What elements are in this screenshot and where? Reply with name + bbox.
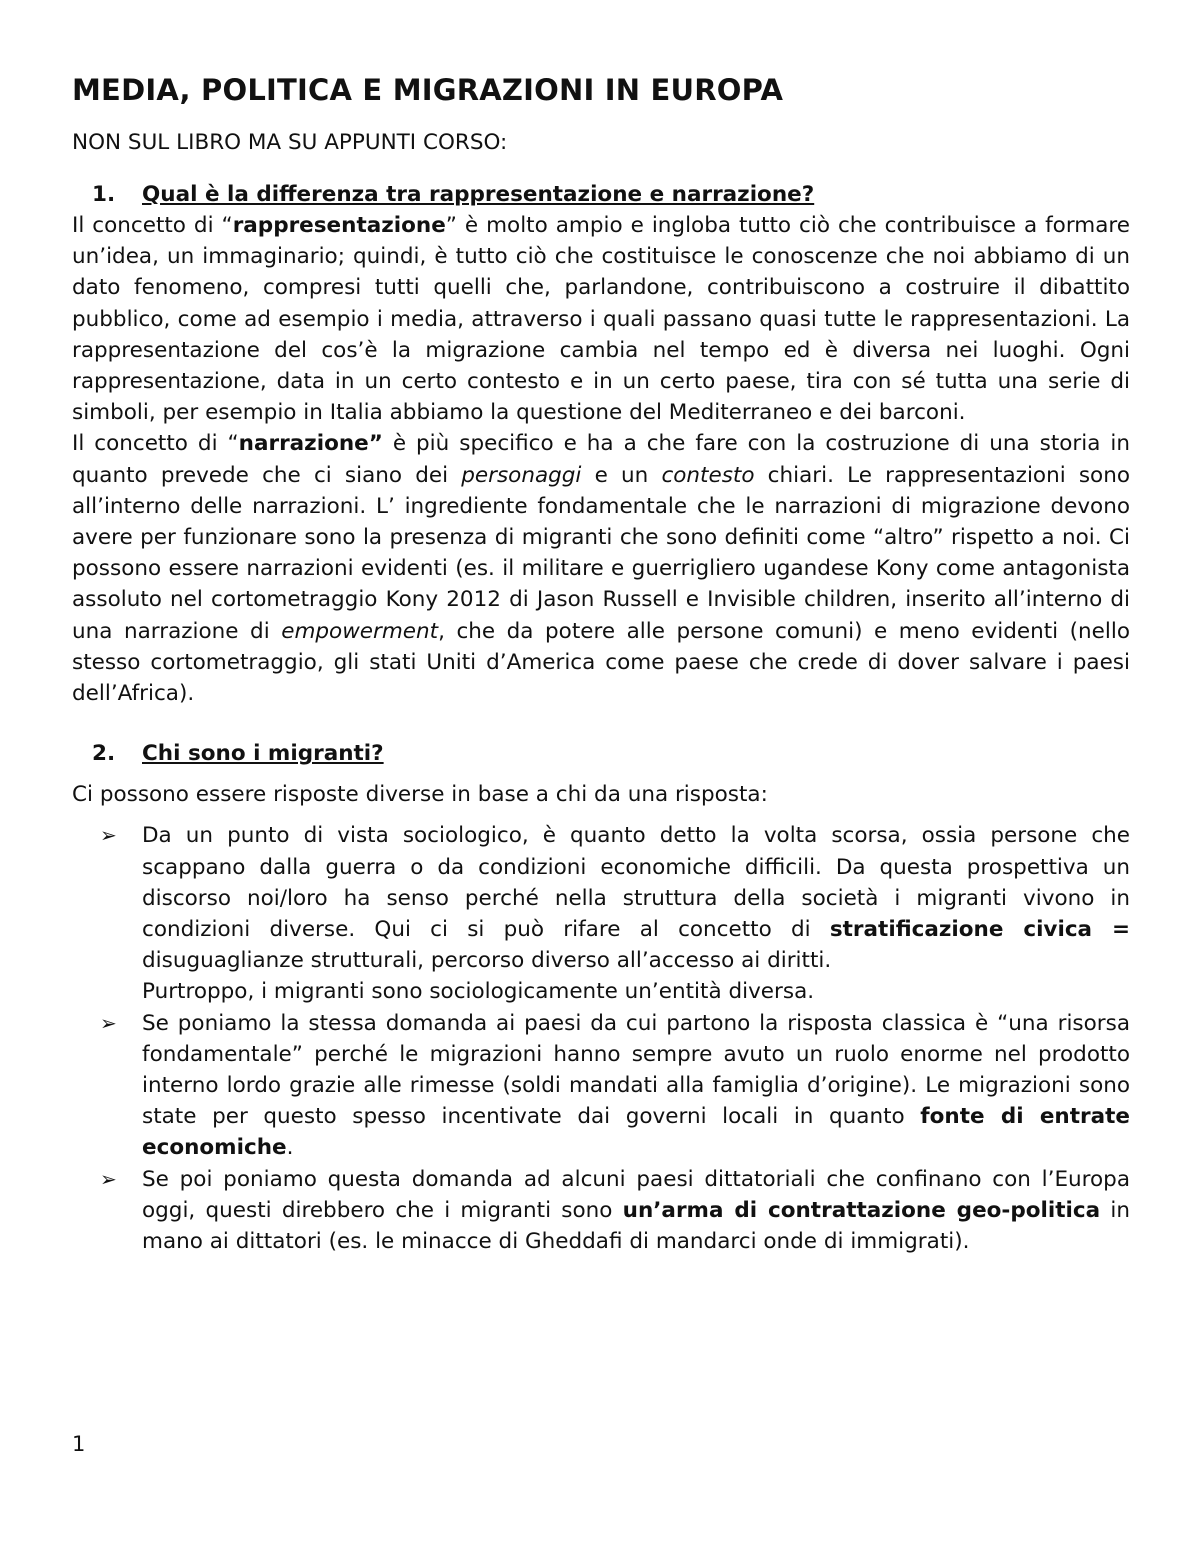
- b1-text-a: Da un punto di vista sociologico, è quanto detto la volta scorsa, ossia persone che scappano dalla guerra o da condizioni economiche difficili. Da questa prospettiva un discorso noi/loro ha senso perché nella struttura della società i migranti vivono in condizioni diverse. Qui ci si può rifare al concetto di: [142, 823, 1130, 943]
- p2-text-a: Il concetto di “: [72, 431, 239, 457]
- question-2-number: 2.: [92, 741, 116, 767]
- question-1-heading: [72, 180, 1130, 210]
- p2-text-e: e un: [581, 462, 662, 488]
- b1-term-stratificazione: stratificazione civica =: [829, 917, 1130, 943]
- question-2-heading: [72, 739, 1130, 769]
- p2-text-c: è più specifico e ha a che fare con la costruzione di una storia in quanto prevede che ci siano dei: [72, 431, 1130, 488]
- list-item: [72, 1008, 1130, 1164]
- list-item: [72, 820, 1130, 1007]
- p2-text-i: , che da potere alle persone comuni) e meno evidenti (nello stesso cortometraggio, gli stati Uniti d’America come paese che crede di dover salvare i paesi dell’Africa).: [72, 618, 1130, 707]
- bullet-3-text: [142, 1164, 1130, 1258]
- p2-term-empowerment: empowerment: [281, 618, 439, 644]
- document-page: [72, 70, 1130, 1257]
- paragraph-narrazione: [72, 428, 1130, 709]
- bullet-1-text: [142, 820, 1130, 1007]
- document-subtitle: NON SUL LIBRO MA SU APPUNTI CORSO:: [72, 130, 508, 155]
- b2-text-a: Se poniamo la stessa domanda ai paesi da cui partono la risposta classica è “una risorsa fondamentale” perché le migrazioni hanno sempre avuto un ruolo enorme nel prodotto interno lordo grazie alle rimesse (soldi mandati alla famiglia d’origine). Le migrazioni sono state per questo spesso incentivate dai governi locali in quanto: [142, 1010, 1130, 1130]
- question-2-intro: Ci possono essere risposte diverse in base a chi da una risposta:: [72, 782, 768, 808]
- p1-term-rappresentazione: rappresentazione: [232, 213, 446, 238]
- p1-text-c: ” è molto ampio e ingloba tutto ciò che contribuisce a formare un’idea, un immaginario; quindi, è tutto ciò che costituisce le conoscenze che noi abbiamo di un dato fenomeno, compresi tutti quelli che, parlandone, contribuiscono a costruire il dibattito pubblico, come ad esempio i media, attraverso i quali passano quasi tutte le rappresentazioni. La rappresentazione del cos’è la migrazione cambia nel tempo ed è diversa nei luoghi. Ogni rappresentazione, data in un certo contesto e in un certo paese, tira con sé tutta una serie di simboli, per esempio in Italia abbiamo la questione del Mediterraneo e dei barconi.: [72, 213, 1131, 426]
- b3-text-c: in mano ai dittatori (es. le minacce di Gheddafi di mandarci onde di immigrati).: [142, 1197, 1130, 1255]
- question-1-text: Qual è la differenza tra rappresentazione e narrazione?: [142, 182, 815, 207]
- arrow-bullet-icon: ➢: [100, 1010, 117, 1035]
- b3-text-a: Se poi poniamo questa domanda ad alcuni paesi dittatoriali che confinano con l’Europa oggi, questi direbbero che i migranti sono: [142, 1166, 1130, 1223]
- page-number: 1: [72, 1432, 86, 1456]
- b1-text-c: disuguaglianze strutturali, percorso diverso all’accesso ai diritti.: [142, 948, 832, 974]
- b2-text-c: .: [286, 1135, 294, 1161]
- b3-term-arma: un’arma di contrattazione geo-politica: [622, 1197, 1101, 1223]
- p2-text-g: chiari. Le rappresentazioni sono all’interno delle narrazioni. L’ ingrediente fondamentale che le narrazioni di migrazione devono avere per funzionare sono la presenza di migranti che sono definiti come “altro” rispetto a noi. Ci possono essere narrazioni evidenti (es. il militare e guerrigliero ugandese Kony come antagonista assoluto nel cortometraggio Kony 2012 di Jason Russell e Invisible children, inserito all’interno di una narrazione di: [72, 462, 1130, 644]
- question-1-number: 1.: [92, 182, 116, 207]
- p2-term-contesto: contesto: [661, 462, 755, 488]
- arrow-bullet-icon: ➢: [100, 1166, 117, 1191]
- paragraph-rappresentazione: [72, 210, 1130, 428]
- list-item: [72, 1164, 1130, 1258]
- b2-term-fonte: fonte di entrate economiche: [142, 1104, 1130, 1161]
- p2-term-personaggi: personaggi: [461, 462, 582, 488]
- answers-list: [72, 820, 1130, 1257]
- bullet-2-text: [142, 1008, 1130, 1164]
- arrow-bullet-icon: ➢: [100, 823, 117, 848]
- question-2-text: Chi sono i migranti?: [142, 741, 384, 767]
- p1-text-a: Il concetto di “: [72, 213, 233, 238]
- p2-term-narrazione: narrazione”: [238, 431, 383, 457]
- b1-text-d: Purtroppo, i migranti sono sociologicamente un’entità diversa.: [142, 979, 815, 1005]
- document-title: MEDIA, POLITICA E MIGRAZIONI IN EUROPA: [72, 73, 784, 107]
